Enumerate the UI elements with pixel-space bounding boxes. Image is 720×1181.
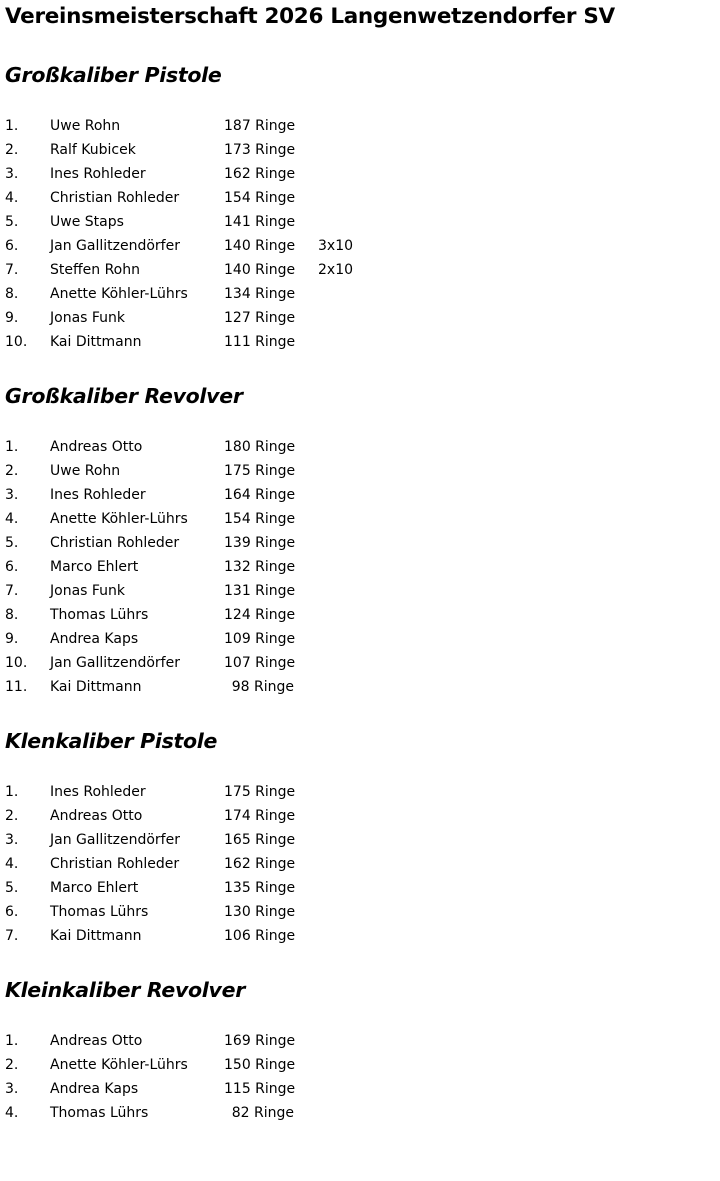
result-row	[5, 651, 705, 675]
score-cell: 164 Ringe	[224, 487, 296, 503]
result-row	[5, 852, 705, 876]
results-list	[5, 1029, 705, 1125]
result-row	[5, 435, 705, 459]
result-row	[5, 138, 705, 162]
rank-cell: 2.	[5, 463, 19, 479]
score-cell: 150 Ringe	[224, 1057, 296, 1073]
score-cell: 165 Ringe	[224, 832, 296, 848]
score-cell: 175 Ringe	[224, 463, 296, 479]
results-list	[5, 780, 705, 948]
score-cell: 82 Ringe	[231, 1105, 294, 1121]
name-cell: Kai Dittmann	[50, 679, 142, 695]
rank-cell: 4.	[5, 856, 19, 872]
score-cell: 180 Ringe	[224, 439, 296, 455]
name-cell: Ines Rohleder	[50, 487, 146, 503]
rank-cell: 2.	[5, 1057, 19, 1073]
section-grosskaliber-pistole	[5, 62, 705, 354]
score-cell: 132 Ringe	[224, 559, 296, 575]
rank-cell: 7.	[5, 262, 19, 278]
result-row	[5, 1101, 705, 1125]
name-cell: Christian Rohleder	[50, 535, 180, 551]
score-cell: 174 Ringe	[224, 808, 296, 824]
result-row	[5, 828, 705, 852]
results-list	[5, 435, 705, 699]
score-cell: 154 Ringe	[224, 511, 296, 527]
score-cell: 169 Ringe	[224, 1033, 296, 1049]
section-heading: Großkaliber Pistole	[5, 63, 222, 87]
name-cell: Jan Gallitzendörfer	[50, 655, 180, 671]
score-cell: 106 Ringe	[224, 928, 296, 944]
name-cell: Christian Rohleder	[50, 190, 180, 206]
score-cell: 175 Ringe	[224, 784, 296, 800]
name-cell: Thomas Lührs	[50, 1105, 149, 1121]
result-row	[5, 306, 705, 330]
rank-cell: 6.	[5, 904, 19, 920]
rank-cell: 7.	[5, 583, 19, 599]
section-grosskaliber-revolver	[5, 383, 705, 699]
name-cell: Jonas Funk	[50, 310, 126, 326]
score-cell: 140 Ringe	[224, 238, 296, 254]
score-cell: 187 Ringe	[224, 118, 296, 134]
name-cell: Thomas Lührs	[50, 607, 149, 623]
rank-cell: 9.	[5, 631, 19, 647]
rank-cell: 2.	[5, 142, 19, 158]
name-cell: Ines Rohleder	[50, 784, 146, 800]
score-cell: 139 Ringe	[224, 535, 296, 551]
rank-cell: 3.	[5, 487, 19, 503]
name-cell: Thomas Lührs	[50, 904, 149, 920]
result-row	[5, 483, 705, 507]
result-row	[5, 555, 705, 579]
name-cell: Ines Rohleder	[50, 166, 146, 182]
score-cell: 173 Ringe	[224, 142, 296, 158]
rank-cell: 10.	[5, 334, 28, 350]
rank-cell: 9.	[5, 310, 19, 326]
name-cell: Andreas Otto	[50, 1033, 143, 1049]
result-row	[5, 804, 705, 828]
name-cell: Uwe Staps	[50, 214, 124, 230]
result-row	[5, 1053, 705, 1077]
rank-cell: 6.	[5, 238, 19, 254]
score-cell: 135 Ringe	[224, 880, 296, 896]
name-cell: Andrea Kaps	[50, 1081, 139, 1097]
name-cell: Anette Köhler-Lührs	[50, 286, 188, 302]
result-row	[5, 780, 705, 804]
score-cell: 127 Ringe	[224, 310, 296, 326]
rank-cell: 4.	[5, 190, 19, 206]
section-kleinkaliber-revolver	[5, 977, 705, 1125]
rank-cell: 3.	[5, 832, 19, 848]
score-cell: 107 Ringe	[224, 655, 296, 671]
rank-cell: 4.	[5, 1105, 19, 1121]
score-cell: 115 Ringe	[224, 1081, 296, 1097]
section-heading: Kleinkaliber Revolver	[5, 978, 246, 1002]
result-row	[5, 675, 705, 699]
name-cell: Jonas Funk	[50, 583, 126, 599]
name-cell: Kai Dittmann	[50, 334, 142, 350]
score-cell: 154 Ringe	[224, 190, 296, 206]
result-row	[5, 234, 705, 258]
rank-cell: 4.	[5, 511, 19, 527]
result-row	[5, 459, 705, 483]
result-row	[5, 579, 705, 603]
results-list	[5, 114, 705, 354]
section-heading: Großkaliber Revolver	[5, 384, 243, 408]
name-cell: Jan Gallitzendörfer	[50, 238, 180, 254]
name-cell: Anette Köhler-Lührs	[50, 511, 188, 527]
result-row	[5, 162, 705, 186]
rank-cell: 5.	[5, 880, 19, 896]
name-cell: Uwe Rohn	[50, 463, 121, 479]
section-kleinkaliber-pistole	[5, 728, 705, 948]
name-cell: Andreas Otto	[50, 808, 143, 824]
result-row	[5, 186, 705, 210]
note-cell: 2x10	[318, 262, 354, 278]
result-row	[5, 1077, 705, 1101]
name-cell: Andreas Otto	[50, 439, 143, 455]
rank-cell: 5.	[5, 214, 19, 230]
result-row	[5, 330, 705, 354]
result-row	[5, 210, 705, 234]
result-row	[5, 627, 705, 651]
rank-cell: 3.	[5, 1081, 19, 1097]
name-cell: Marco Ehlert	[50, 559, 139, 575]
name-cell: Ralf Kubicek	[50, 142, 136, 158]
result-row	[5, 876, 705, 900]
score-cell: 109 Ringe	[224, 631, 296, 647]
result-row	[5, 114, 705, 138]
rank-cell: 1.	[5, 439, 19, 455]
rank-cell: 1.	[5, 1033, 19, 1049]
score-cell: 131 Ringe	[224, 583, 296, 599]
name-cell: Uwe Rohn	[50, 118, 121, 134]
note-cell: 3x10	[318, 238, 354, 254]
rank-cell: 6.	[5, 559, 19, 575]
result-row	[5, 282, 705, 306]
score-cell: 140 Ringe	[224, 262, 296, 278]
score-cell: 124 Ringe	[224, 607, 296, 623]
rank-cell: 10.	[5, 655, 28, 671]
rank-cell: 7.	[5, 928, 19, 944]
name-cell: Anette Köhler-Lührs	[50, 1057, 188, 1073]
rank-cell: 11.	[5, 679, 28, 695]
rank-cell: 1.	[5, 784, 19, 800]
score-cell: 162 Ringe	[224, 166, 296, 182]
score-cell: 134 Ringe	[224, 286, 296, 302]
name-cell: Marco Ehlert	[50, 880, 139, 896]
score-cell: 98 Ringe	[231, 679, 294, 695]
name-cell: Jan Gallitzendörfer	[50, 832, 180, 848]
result-row	[5, 507, 705, 531]
name-cell: Kai Dittmann	[50, 928, 142, 944]
rank-cell: 1.	[5, 118, 19, 134]
rank-cell: 8.	[5, 607, 19, 623]
rank-cell: 3.	[5, 166, 19, 182]
result-row	[5, 900, 705, 924]
score-cell: 130 Ringe	[224, 904, 296, 920]
name-cell: Christian Rohleder	[50, 856, 180, 872]
rank-cell: 5.	[5, 535, 19, 551]
page-title: Vereinsmeisterschaft 2026 Langenwetzendorfer SV	[5, 4, 615, 29]
result-row	[5, 603, 705, 627]
score-cell: 141 Ringe	[224, 214, 296, 230]
result-row	[5, 924, 705, 948]
name-cell: Steffen Rohn	[50, 262, 140, 278]
rank-cell: 8.	[5, 286, 19, 302]
result-row	[5, 258, 705, 282]
result-row	[5, 531, 705, 555]
score-cell: 111 Ringe	[224, 334, 296, 350]
result-row	[5, 1029, 705, 1053]
rank-cell: 2.	[5, 808, 19, 824]
name-cell: Andrea Kaps	[50, 631, 139, 647]
score-cell: 162 Ringe	[224, 856, 296, 872]
section-heading: Klenkaliber Pistole	[5, 729, 218, 753]
